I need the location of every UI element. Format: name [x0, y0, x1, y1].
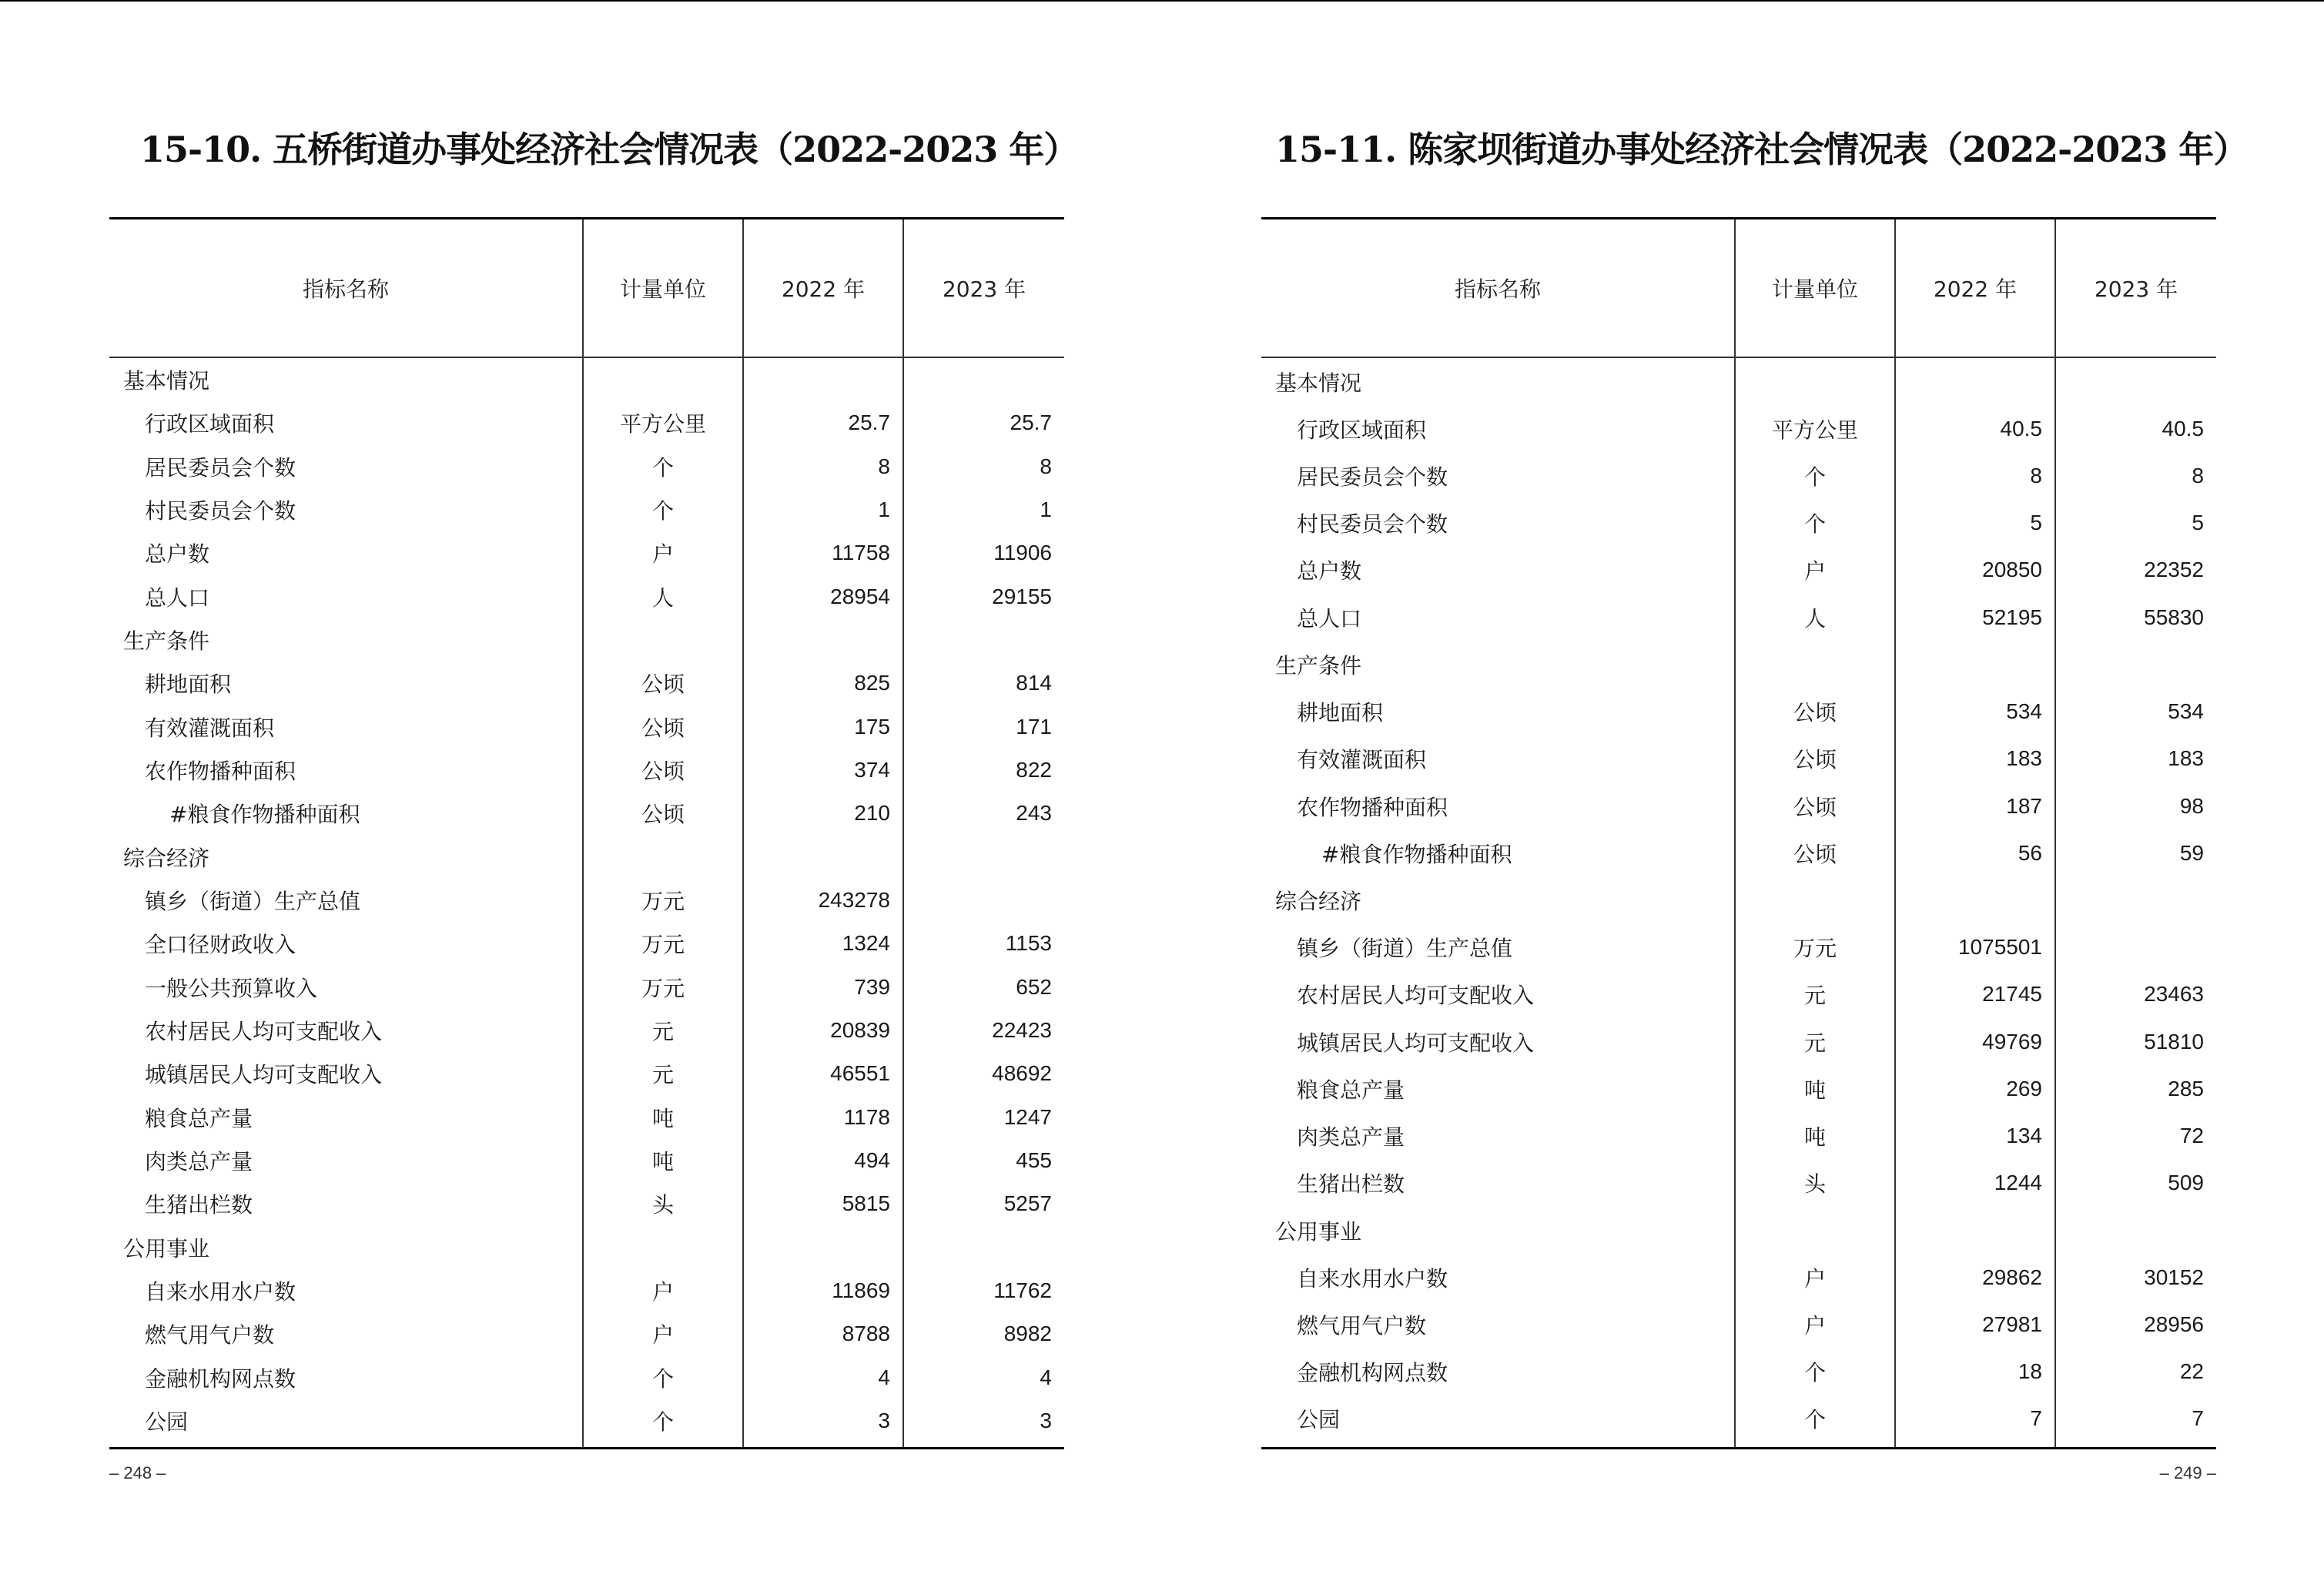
- indicator-name: 城镇居民人均可支配收入: [1297, 1030, 1535, 1056]
- table-body: [109, 358, 1064, 1447]
- value-2023: 3: [1040, 1408, 1052, 1432]
- value-2022: 210: [854, 801, 890, 826]
- indicator-name: 金融机构网点数: [1297, 1360, 1448, 1386]
- unit-cell: 吨: [651, 1148, 674, 1174]
- indicator-name: 粮食总产量: [145, 1105, 253, 1131]
- table-row: [1261, 924, 2216, 971]
- header-indicator-name: 指标名称: [302, 276, 389, 302]
- value-2023: 5: [2192, 511, 2204, 535]
- unit-cell: 公顷: [1793, 700, 1837, 726]
- value-2022: 11758: [832, 541, 890, 565]
- table-row: [1261, 1301, 2216, 1348]
- indicator-name: 居民委员会个数: [1297, 464, 1448, 491]
- value-2022: 187: [2006, 793, 2042, 818]
- table-row: [109, 1399, 1064, 1442]
- value-2022: 1244: [1994, 1171, 2042, 1195]
- value-2023: 171: [1016, 714, 1052, 739]
- value-2022: 1178: [843, 1104, 890, 1129]
- value-2023: 25.7: [1010, 410, 1052, 435]
- unit-cell: 万元: [641, 932, 685, 958]
- value-2022: 8788: [842, 1322, 890, 1346]
- table-row: [109, 922, 1064, 965]
- indicator-name: 有效灌溉面积: [145, 715, 275, 741]
- value-2022: 8: [2030, 464, 2042, 488]
- unit-cell: 吨: [651, 1105, 674, 1131]
- indicator-name: 生猪出栏数: [145, 1192, 253, 1218]
- value-2023: 814: [1016, 671, 1052, 695]
- page-number: – 248 –: [109, 1463, 166, 1482]
- table-row: [109, 662, 1064, 705]
- unit-cell: 平方公里: [1771, 417, 1858, 443]
- value-2023: 72: [2179, 1124, 2204, 1148]
- indicator-name: 一般公共预算收入: [145, 975, 318, 1001]
- unit-cell: 户: [651, 1322, 674, 1348]
- value-2022: 29862: [1982, 1265, 2042, 1289]
- table-row: [109, 965, 1064, 1008]
- table-row: [109, 1355, 1064, 1399]
- unit-cell: 万元: [641, 975, 685, 1001]
- indicator-name: 公用事业: [123, 1235, 210, 1261]
- unit-cell: 户: [1803, 1265, 1826, 1292]
- value-2022: 21745: [1982, 982, 2042, 1007]
- value-2023: 509: [2168, 1171, 2204, 1195]
- value-2023: 8: [2192, 464, 2204, 488]
- value-2023: 8982: [1003, 1322, 1052, 1346]
- indicator-name: 耕地面积: [145, 672, 232, 698]
- value-2023: 40.5: [2162, 416, 2204, 441]
- value-2023: 534: [2168, 699, 2204, 724]
- stats-table: [1261, 217, 2216, 1449]
- unit-cell: 元: [1803, 1030, 1826, 1056]
- unit-cell: 户: [651, 1278, 674, 1305]
- value-2022: 27981: [1982, 1312, 2042, 1336]
- value-2022: 1075501: [1957, 935, 2042, 960]
- unit-cell: 万元: [641, 888, 685, 914]
- value-2023: 22: [2179, 1359, 2204, 1384]
- unit-cell: 公顷: [641, 802, 685, 828]
- table-row: [1261, 971, 2216, 1018]
- right-page: [1261, 0, 2249, 1588]
- unit-cell: 吨: [1803, 1077, 1826, 1103]
- value-2023: 1153: [1005, 931, 1052, 956]
- header-year-2023: 2023 年: [2094, 276, 2178, 302]
- value-2023: 11906: [993, 541, 1052, 565]
- value-2022: 269: [2006, 1076, 2042, 1101]
- table-row: [1261, 782, 2216, 829]
- value-2023: 11762: [993, 1278, 1052, 1302]
- unit-cell: 人: [1803, 605, 1826, 632]
- indicator-name: 行政区域面积: [1297, 417, 1427, 443]
- indicator-name: 农作物播种面积: [145, 759, 296, 785]
- indicator-name: 农作物播种面积: [1297, 794, 1448, 820]
- value-2022: 49769: [1982, 1029, 2042, 1054]
- category-row: [109, 1225, 1064, 1268]
- unit-cell: 个: [651, 1409, 674, 1435]
- indicator-name: 肉类总产量: [1297, 1124, 1405, 1151]
- page-title: 15-10. 五桥街道办事处经济社会情况表（2022-2023 年）: [140, 129, 1079, 170]
- value-2023: 822: [1016, 758, 1052, 782]
- value-2022: 8: [878, 454, 890, 478]
- table-row: [109, 1095, 1064, 1138]
- table-row: [109, 1052, 1064, 1095]
- unit-cell: 公顷: [1793, 794, 1837, 820]
- table-row: [1261, 829, 2216, 876]
- value-2022: 18: [2018, 1359, 2042, 1384]
- header-unit: 计量单位: [619, 276, 706, 302]
- indicator-name: 燃气用气户数: [1297, 1312, 1427, 1338]
- table-row: [109, 531, 1064, 575]
- indicator-name: 粮食总产量: [1297, 1077, 1405, 1103]
- category-row: [109, 836, 1064, 879]
- table-row: [109, 401, 1064, 444]
- indicator-name: 居民委员会个数: [145, 454, 296, 481]
- unit-cell: 人: [651, 585, 674, 611]
- indicator-name: 综合经济: [1275, 888, 1362, 914]
- unit-cell: 个: [1803, 464, 1826, 491]
- category-row: [1261, 876, 2216, 923]
- table-row: [109, 1139, 1064, 1182]
- unit-cell: 个: [1803, 511, 1826, 538]
- value-2022: 243278: [818, 887, 890, 912]
- value-2022: 5: [2030, 511, 2042, 535]
- category-row: [109, 618, 1064, 662]
- value-2022: 739: [854, 974, 890, 999]
- table-row: [1261, 594, 2216, 641]
- unit-cell: 头: [651, 1192, 674, 1218]
- value-2022: 20850: [1982, 558, 2042, 582]
- indicator-name: 公园: [145, 1409, 189, 1435]
- value-2022: 134: [2006, 1124, 2042, 1148]
- page-title: 15-11. 陈家坝街道办事处经济社会情况表（2022-2023 年）: [1275, 129, 2249, 170]
- unit-cell: 公顷: [641, 759, 685, 785]
- table-row: [1261, 1018, 2216, 1065]
- value-2022: 40.5: [2000, 416, 2042, 441]
- indicator-name: 金融机构网点数: [145, 1365, 296, 1392]
- left-page: [109, 0, 1079, 1588]
- unit-cell: 公顷: [1793, 747, 1837, 773]
- indicator-name: 公用事业: [1275, 1218, 1362, 1245]
- unit-cell: 户: [1803, 558, 1826, 585]
- indicator-name: 总人口: [1297, 605, 1362, 632]
- indicator-name: #粮食作物播种面积: [1321, 841, 1512, 867]
- table-row: [1261, 452, 2216, 499]
- category-row: [1261, 1207, 2216, 1254]
- header-indicator-name: 指标名称: [1454, 276, 1541, 302]
- table-row: [109, 1009, 1064, 1052]
- indicator-name: 公园: [1297, 1407, 1341, 1433]
- value-2022: 494: [854, 1147, 890, 1172]
- unit-cell: 元: [1803, 983, 1826, 1009]
- unit-cell: 公顷: [1793, 841, 1837, 867]
- value-2023: 98: [2179, 793, 2204, 818]
- header-unit: 计量单位: [1771, 276, 1858, 302]
- value-2023: 55830: [2144, 605, 2204, 629]
- value-2023: 455: [1016, 1147, 1052, 1172]
- indicator-name: 总人口: [145, 585, 210, 611]
- category-row: [1261, 641, 2216, 688]
- table-row: [109, 749, 1064, 792]
- table-row: [109, 1269, 1064, 1312]
- indicator-name: 自来水用水户数: [1297, 1265, 1448, 1292]
- table-row: [1261, 1348, 2216, 1395]
- unit-cell: 平方公里: [619, 411, 706, 437]
- table-row: [109, 879, 1064, 922]
- indicator-name: 城镇居民人均可支配收入: [145, 1062, 383, 1088]
- stats-table: [109, 217, 1064, 1449]
- value-2023: 8: [1040, 454, 1052, 478]
- table-row: [1261, 1254, 2216, 1301]
- table-row: [109, 1182, 1064, 1225]
- indicator-name: 生产条件: [123, 628, 210, 655]
- category-row: [1261, 358, 2216, 405]
- indicator-name: 综合经济: [123, 845, 210, 871]
- value-2022: 374: [854, 758, 890, 782]
- indicator-name: 总户数: [1297, 558, 1362, 585]
- unit-cell: 户: [651, 541, 674, 568]
- value-2022: 56: [2018, 840, 2042, 865]
- table-row: [1261, 735, 2216, 782]
- value-2023: 30152: [2144, 1265, 2204, 1289]
- indicator-name: 村民委员会个数: [1297, 511, 1448, 538]
- value-2022: 28954: [830, 584, 890, 608]
- table-row: [1261, 1065, 2216, 1112]
- indicator-name: 行政区域面积: [145, 411, 275, 437]
- indicator-name: 基本情况: [123, 368, 210, 394]
- table-row: [109, 705, 1064, 749]
- header-year-2023: 2023 年: [942, 276, 1026, 302]
- indicator-name: 村民委员会个数: [145, 498, 296, 524]
- indicator-name: 基本情况: [1275, 370, 1362, 396]
- header-year-2022: 2022 年: [781, 276, 866, 302]
- table-row: [1261, 688, 2216, 735]
- value-2022: 534: [2006, 699, 2042, 724]
- unit-cell: 万元: [1793, 936, 1837, 962]
- value-2023: 1: [1040, 498, 1052, 522]
- value-2023: 22423: [992, 1017, 1052, 1042]
- unit-cell: 个: [1803, 1407, 1826, 1433]
- unit-cell: 个: [651, 454, 674, 481]
- value-2023: 243: [1016, 801, 1052, 826]
- value-2022: 20839: [830, 1017, 890, 1042]
- indicator-name: 燃气用气户数: [145, 1322, 275, 1348]
- header-year-2022: 2022 年: [1933, 276, 2018, 302]
- value-2023: 29155: [992, 584, 1052, 608]
- table-body: [1261, 358, 2216, 1447]
- value-2023: 183: [2168, 746, 2204, 771]
- table-row: [1261, 1112, 2216, 1159]
- unit-cell: 户: [1803, 1312, 1826, 1338]
- value-2022: 7: [2030, 1406, 2042, 1431]
- value-2023: 48692: [992, 1061, 1052, 1086]
- indicator-name: 全口径财政收入: [145, 932, 296, 958]
- indicator-name: #粮食作物播种面积: [169, 802, 360, 828]
- unit-cell: 头: [1803, 1171, 1826, 1198]
- indicator-name: 镇乡（街道）生产总值: [1297, 936, 1513, 962]
- value-2022: 183: [2006, 746, 2042, 771]
- value-2023: 4: [1040, 1365, 1052, 1389]
- unit-cell: 公顷: [641, 672, 685, 698]
- value-2022: 4: [878, 1365, 890, 1389]
- value-2023: 59: [2179, 840, 2204, 865]
- table-row: [1261, 500, 2216, 547]
- unit-cell: 元: [651, 1018, 674, 1044]
- value-2022: 11869: [832, 1278, 890, 1302]
- unit-cell: 吨: [1803, 1124, 1826, 1151]
- table-row: [1261, 405, 2216, 452]
- value-2022: 1: [878, 498, 890, 522]
- value-2023: 652: [1016, 974, 1052, 999]
- unit-cell: 个: [1803, 1360, 1826, 1386]
- table-row: [109, 445, 1064, 488]
- unit-cell: 个: [651, 498, 674, 524]
- indicator-name: 耕地面积: [1297, 700, 1384, 726]
- value-2023: 1247: [1003, 1104, 1052, 1129]
- value-2022: 175: [854, 714, 890, 739]
- value-2022: 25.7: [848, 410, 890, 435]
- value-2023: 22352: [2144, 558, 2204, 582]
- table-row: [1261, 1160, 2216, 1207]
- value-2022: 1324: [842, 931, 890, 956]
- table-row: [109, 1312, 1064, 1355]
- value-2023: 5257: [1003, 1191, 1052, 1216]
- value-2023: 285: [2168, 1076, 2204, 1101]
- unit-cell: 公顷: [641, 715, 685, 741]
- table-row: [1261, 1395, 2216, 1442]
- indicator-name: 总户数: [145, 541, 210, 568]
- indicator-name: 肉类总产量: [145, 1148, 253, 1174]
- value-2022: 46551: [830, 1061, 890, 1086]
- indicator-name: 生猪出栏数: [1297, 1171, 1405, 1198]
- value-2022: 825: [854, 671, 890, 695]
- value-2023: 51810: [2144, 1029, 2204, 1054]
- value-2022: 3: [878, 1408, 890, 1432]
- page-number: – 249 –: [2159, 1463, 2216, 1482]
- category-row: [109, 358, 1064, 401]
- table-row: [109, 792, 1064, 835]
- table-row: [109, 575, 1064, 618]
- table-row: [109, 488, 1064, 531]
- indicator-name: 有效灌溉面积: [1297, 747, 1427, 773]
- indicator-name: 生产条件: [1275, 652, 1362, 678]
- value-2023: 7: [2192, 1406, 2204, 1431]
- table-row: [1261, 547, 2216, 594]
- value-2023: 23463: [2144, 982, 2204, 1007]
- value-2022: 5815: [842, 1191, 890, 1216]
- value-2022: 52195: [1982, 605, 2042, 629]
- indicator-name: 农村居民人均可支配收入: [145, 1018, 383, 1044]
- unit-cell: 个: [651, 1365, 674, 1392]
- indicator-name: 农村居民人均可支配收入: [1297, 983, 1535, 1009]
- indicator-name: 自来水用水户数: [145, 1278, 296, 1305]
- indicator-name: 镇乡（街道）生产总值: [145, 888, 361, 914]
- value-2023: 28956: [2144, 1312, 2204, 1336]
- unit-cell: 元: [651, 1062, 674, 1088]
